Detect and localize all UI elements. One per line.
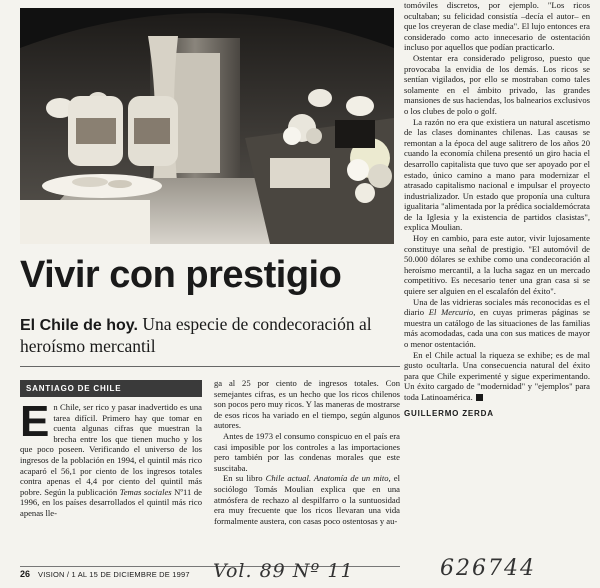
article-body-column-2: [214, 378, 400, 526]
article-photo-jet-cabin: [20, 8, 394, 244]
handwritten-volume-note: Vol. 89 Nº 11: [213, 560, 354, 582]
publication-footer: VISION / 1 AL 15 DE DICIEMBRE DE 1997: [38, 570, 190, 579]
body-paragraph: En Chile, ser rico y pasar inadvertido es una tarea difícil. Primero hay que tomar en cuenta algunas cifras que muestran la brecha entre los que tienen mucho y los que poco poseen. Verificando el universo de los ingresos de la población en 1994, el quintil más rico acaparó el 56,1 por ciento de los ingresos totales contra apenas el 4,4 por ciento del quintil más pobre. Según la publicación Temas sociales Nº11 de 1996, en los países desarrollados el quintil más rico apenas lle-: [20, 397, 202, 518]
article-body-column-1: [20, 397, 202, 519]
drop-cap: E: [20, 397, 50, 446]
deck-text: Una especie de condecoración al heroísmo mercantil: [20, 314, 372, 356]
dateline-label: SANTIAGO DE CHILE: [20, 380, 202, 397]
body-paragraph: Antes de 1973 el consumo conspicuo en el país era casi imposible por los controles a las importaciones pero también por las condenas morales que este suscitaba.: [214, 430, 400, 473]
section-divider: [20, 366, 400, 367]
body-paragraph: tomóviles discretos, por ejemplo. "Los ricos ocultaban; su felicidad consistía –decía el autor– en que los creyeran de clase media". El lujo entonces era considerado como acto innecesario de ostentación incluso por aquellos que podían practicarlo.: [404, 0, 590, 53]
deck-lead: El Chile de hoy.: [20, 317, 138, 334]
body-paragraph: Hoy en cambio, para este autor, vivir lujosamente constituye una señal de prestigio. "El automóvil de 50.000 dólares se exhibe como una condecoración al heroísmo mercantil, a la lucha sagaz en un mercado competitivo. Es necesario tener una gran casa si se quiere ser alguien en el escalafón del éxito".: [404, 233, 590, 297]
body-paragraph: Una de las vidrieras sociales más reconocidas es el diario El Mercurio, en cuyas primeras páginas se muestra un catálogo de las situaciones de las familias más acomodadas, cada una con sus matices de mayor o menor ostentación.: [404, 296, 590, 349]
article-body-right-column: [404, 0, 590, 535]
book-title: Chile actual. Anatomía de un mito: [265, 473, 389, 484]
publication-title: Temas sociales: [119, 486, 172, 497]
body-paragraph: La razón no era que existiera un natural ascetismo de las clases dominantes chilenas. Las causas se remontan a la época del auge salitrero de los años 20 cuando la economía chilena presentó un giro hacia el desarrollo capitalista que tuvo que ser apoyado por el estado, único camino a mano para modernizar el atrasado capitalismo nacional e impulsar el proyecto industrializador. Un estado que proponía una cultura igualitaria "alimentada por la prédica socialdemócrata de la Iglesia y la existencia de partidos clasistas", explica Moulian.: [404, 116, 590, 233]
body-paragraph: Ostentar era considerado peligroso, puesto que provocaba la envidia de los demás. Los ricos se sentían vigilados, por ello se mostraban como tales solamente en el ámbito privado, las grandes mansiones de sus haciendas, los balnearios exclusivos o los clubes de polo o golf.: [404, 52, 590, 116]
jet-cabin-illustration: [20, 8, 394, 244]
author-byline: GUILLERMO ZERDA: [404, 408, 494, 418]
page-number: 26: [20, 569, 31, 579]
body-paragraph: En su libro Chile actual. Anatomía de un mito, el sociólogo Tomás Moulian explica que en una atmósfera de rechazo al despilfarro o la suntuosidad era muy frecuente que los ricos llevaran una vida formalmente austera, con casas poco ostentosas y au-: [214, 473, 400, 526]
end-of-article-mark: [476, 394, 483, 401]
body-paragraph: En el Chile actual la riqueza se exhibe; es de mal gusto ocultarla. Una consecuencia natural del éxito para que Chile experimenté y sigue experimentando. Un éxito cargado de "modernidad" y "ejemplos" para toda Latinoamérica.: [404, 349, 590, 402]
body-paragraph: ga al 25 por ciento de ingresos totales. Con semejantes cifras, es un hecho que los ricos chilenos son pocos pero muy ricos. Y las maneras de mostrarse de esos ricos ha variado en el tiempo, según algunos autores.: [214, 378, 400, 431]
article-headline: Vivir con prestigio: [20, 254, 342, 296]
handwritten-catalog-number: 626744: [440, 556, 536, 581]
article-deck: [20, 314, 400, 357]
newspaper-title: El Mercurio: [428, 307, 474, 318]
